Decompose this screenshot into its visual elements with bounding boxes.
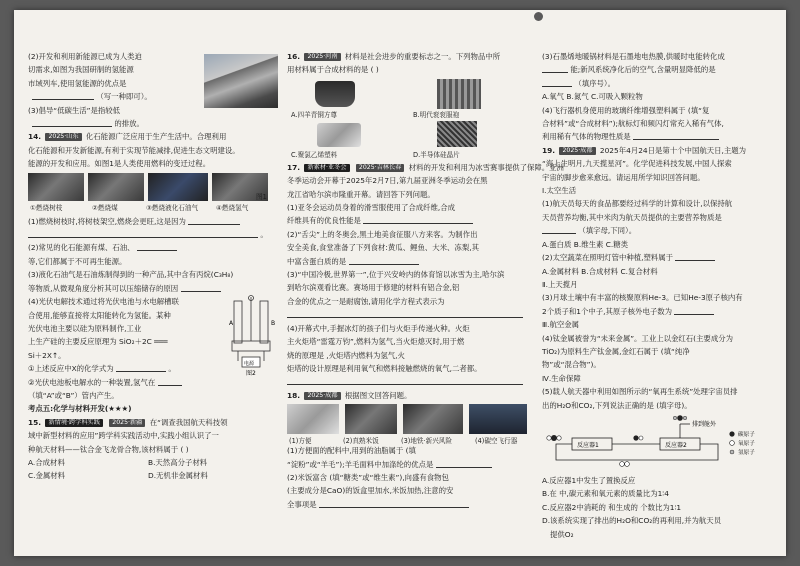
q18b-options: A.氧气 B.氮气 C.可吸入颗粒物 <box>542 92 643 102</box>
q17-line: (4)开幕式中,手握冰灯的孩子们与火炬手传递火种。火炬 <box>287 323 470 333</box>
figure-label: 图2 <box>246 370 256 378</box>
q19-line: (5)载人航天器中利用如图所示的“氧再生系统”处理字宙员排 <box>542 387 738 397</box>
q19-line: 出的H₂O和CO₂,下列说法正确的是 (填字母)。 <box>542 400 692 410</box>
q18-caption: (4)碳空飞行器 <box>475 437 518 446</box>
q18b-line: (3)石墨烯地暖锅材料是石墨地电热膜,供暖时电能转化成 <box>542 52 725 61</box>
answer-blank[interactable] <box>137 241 177 251</box>
source-tag: 2025·河南 <box>304 53 340 61</box>
q19-line: (1)航天员每天的食品都要经过科学的计算和设计,以保持航 <box>542 199 733 209</box>
q14-body: 等物质,从微观角度分析其可以压缩储存的原因 <box>28 283 179 293</box>
q18b-line: （填序号）。 <box>574 78 616 88</box>
q17-line: 龙江省哈尔滨市隆重开幕。请回答下列问题。 <box>287 189 435 199</box>
reactor-2-label: 反应器2 <box>665 441 687 449</box>
q14-body: ①上述反应中X的化学式为 <box>28 364 114 374</box>
q19-line: 宇宙的脚步愈来愈远。请运用所学知识回答问题。 <box>542 172 705 182</box>
figure-label: 图1 <box>256 192 267 201</box>
silicon-wafer-image <box>437 121 477 147</box>
q13-line: （写一种即可）。 <box>96 92 152 102</box>
column-left <box>28 50 278 483</box>
q17-line: 炬塔的设计原理是利用氧气和燃料接触燃烧的氧气,二者都。 <box>287 363 482 373</box>
graphene-heating-image <box>403 404 463 434</box>
answer-blank[interactable] <box>542 63 568 73</box>
q14-body: (1)燃烧树枝时,将树枝架空,燃烧会更旺,这是因为 <box>28 216 186 226</box>
instant-noodle-label-image <box>287 404 339 434</box>
q19-line: 天员营养均衡,其中米肉为航天员提供的主要营养物质是 <box>542 212 722 222</box>
fig1-caption: ③燃烧液化石油气 <box>146 203 199 212</box>
option-d[interactable]: D.半导体硅晶片 <box>413 150 460 159</box>
answer-blank[interactable] <box>436 458 492 468</box>
answer-blank[interactable] <box>32 117 112 127</box>
q19-line: （填字母,下同）。 <box>578 226 637 236</box>
q18b-line: 合材料”或“合成材料”);航标灯和频闪灯常充入稀有气体, <box>542 119 724 129</box>
source-tag: 2025·山东 <box>45 133 81 141</box>
q19-line: 2025年4月24日是第十个中国航天日,主题为 <box>599 145 747 155</box>
q16-line: 用材料属于合成材料的是 ( ) <box>287 65 379 75</box>
q18b-line: 利用稀有气体的物理性质是 <box>542 132 631 142</box>
question-number: 19. <box>542 145 556 155</box>
q19-options: A.蛋白质 B.维生素 C.糖类 <box>542 239 629 249</box>
tube-a-label: A <box>229 320 234 328</box>
q13-line: 切需求,如图为我国研制的氢能源 <box>28 65 134 75</box>
answer-blank[interactable] <box>188 215 240 225</box>
fig1-caption: ④燃烧氢气 <box>216 203 249 212</box>
fig1-caption: ①燃烧树枝 <box>30 203 63 212</box>
robe-image <box>437 79 481 109</box>
answer-blank[interactable] <box>349 255 419 265</box>
oxygen-regeneration-diagram <box>542 412 780 474</box>
option-c[interactable]: C.金属材料 <box>28 471 66 481</box>
answer-blank[interactable] <box>675 251 715 261</box>
q19-section: Ⅳ.生命保障 <box>542 373 581 383</box>
q15-line: 种航天材料——钛合金飞龙骨合物,该材料属于 ( ) <box>28 444 189 454</box>
option-d-continued: 提供O₂ <box>550 529 574 539</box>
question-number: 16. <box>287 52 301 61</box>
option-b[interactable]: B.天然高分子材料 <box>148 457 208 467</box>
q18-line: 全事项是 <box>287 499 317 509</box>
q17-line: 冬季运动会开幕于2025年2月7日,第九届亚洲冬季运动会在黑 <box>287 176 488 186</box>
question-number: 14. <box>28 132 42 142</box>
q14-line: 能源的开发和应用。如图1是人类使用燃料的变迁过程。 <box>28 159 211 169</box>
q18-line: (1)方便面的配料中,用到的油脂属于 (填 <box>287 446 416 456</box>
category-tag: 新素材·亚冬会 <box>304 164 349 172</box>
q16-options-figure <box>287 77 532 161</box>
q18-line: (主要成分是CaO)的饭盒里加水,米饭加热,注意的安 <box>287 486 454 496</box>
q14-body: 。 <box>168 364 176 374</box>
q17-line: (2)“舌尖”上的冬奥会,黑土地美食征服八方来客。为制作出 <box>287 229 478 239</box>
hydrogen-train-image <box>204 54 278 108</box>
legend-oxygen: 氧原子 <box>738 440 755 447</box>
q19-section: Ⅱ.上天揽月 <box>542 279 578 289</box>
question-number: 18. <box>287 390 301 400</box>
exhaust-label: 排到舱外 <box>692 420 717 428</box>
q17-line: 烧的原理是 ,火炬塔内燃料为氢气,火 <box>287 350 405 360</box>
self-heating-rice-image <box>345 404 397 434</box>
answer-blank[interactable] <box>319 498 469 508</box>
q17-line: (1)亚冬会运动员身着的滑雪服使用了合成纤维,合成 <box>287 203 456 213</box>
q18-line: “淀粉”或“羊毛”);羊毛面料中加涤纶的优点是 <box>287 459 434 469</box>
q18-figure-strip <box>287 402 532 444</box>
q17-line: 主火炬塔“雷霆万钧”,燃料为氢气,当火炬熄灭时,用于燃 <box>287 337 465 347</box>
q17-line: (3)“中国冷极,世界第一”,位于兴安岭内的体育馆以冰雪为主,哈尔滨 <box>287 270 505 280</box>
q16-line: 材料是社会进步的重要标志之一。下列物品中所 <box>344 52 501 61</box>
option-a[interactable]: A.四羊青铜方尊 <box>291 110 338 119</box>
q19-section: Ⅲ.航空金属 <box>542 320 580 330</box>
q14-body: 。 <box>260 230 268 240</box>
option-c[interactable]: C.聚氯乙烯塑料 <box>291 150 338 159</box>
figure-1 <box>28 171 278 215</box>
q19-line: (4)钛金属被誉为“未来金属”。工业上以金红石(主要成分为 <box>542 333 733 343</box>
q19-line: 物”或“混合物”)。 <box>542 360 601 370</box>
q18-caption: (3)地铁·新兴风险 <box>401 437 452 446</box>
source-tag: 2025·成都 <box>559 147 595 155</box>
q19-options: A.金属材料 B.合成材料 C.复合材料 <box>542 266 658 276</box>
q18-caption: (1)方便 <box>289 437 312 446</box>
category-tag: 新情境·跨学科实践 <box>45 419 102 427</box>
q19-line: (2)太空蔬菜在照明灯管中种植,塑料属于 <box>542 253 674 263</box>
q14-line: 化石能源和开发新能源,有利于实现节能减排,促进生态文明建设。 <box>28 145 240 155</box>
q14-body: (4)光伏电解技术通过将光伏电池与水电解槽联 <box>28 297 179 307</box>
exam-page <box>14 10 786 556</box>
q15-line: 在“调查我国航天科技领 <box>149 417 228 427</box>
answer-blank[interactable] <box>542 77 572 87</box>
answer-blank[interactable] <box>633 130 719 140</box>
q18b-line: (4)飞行器机身使用的玻璃纤维增强塑料属于 (填“复 <box>542 105 710 115</box>
q18-line: (2)米饭富含 (填“糖类”或“维生素”),向盛有食物包 <box>287 472 449 482</box>
q17-line: 中富含蛋白质的是 <box>287 256 347 266</box>
q13-line: 的排放。 <box>114 119 144 129</box>
q17-line: 材料的开发和利用为冰雪赛事提供了保障。亚洲 <box>408 162 564 172</box>
option-b[interactable]: B.明代衮衮服袍 <box>413 110 460 119</box>
answer-blank[interactable] <box>158 376 182 386</box>
gas-stove-image <box>148 173 208 201</box>
answer-blank[interactable] <box>287 308 523 318</box>
q14-body: ②光伏电池板电解水的一种装置,氢气在 <box>28 377 156 387</box>
bronze-vessel-image <box>315 81 355 107</box>
section-title: 考点五:化学与材料开发(★★★) <box>28 404 132 414</box>
q14-body: Si＋2X↑。 <box>28 350 66 360</box>
answer-blank[interactable] <box>542 224 576 234</box>
aircraft-image <box>469 404 527 434</box>
q14-body: (3)液化石油气是石油炼制得到的一种产品,其中含有丙烷(C₃H₈) <box>28 270 234 280</box>
fire-branch-image <box>28 173 84 201</box>
column-right <box>542 50 780 541</box>
option-d[interactable]: D.无机非金属材料 <box>148 471 208 481</box>
q13-line: 市域列车,使用氢能源的优点是 <box>28 78 127 88</box>
q19-line: “海上生明月,九天揽星河”。化学促进科技发展,中国人探索 <box>542 159 732 169</box>
answer-blank[interactable] <box>363 214 473 224</box>
molecule-icons <box>547 415 687 466</box>
answer-blank[interactable] <box>674 305 714 315</box>
q17-line: 纤维具有的优良性能是 <box>287 216 361 226</box>
q14-body: 上生产硅的主要反应原理为 SiO₂＋2C ═══ <box>28 337 168 347</box>
q17-line: 安全美食,食堂准备了下列食材:黄瓜、鲤鱼、大米、冻梨,其 <box>287 243 479 253</box>
q18-caption: (2)真熟米饭 <box>343 437 379 446</box>
pvc-pipe-image <box>317 123 361 147</box>
reactor-1-label: 反应器1 <box>577 441 599 449</box>
answer-blank[interactable] <box>181 282 221 292</box>
q19-line: TiO₂)为原料生产钛金属,金红石属于 (填“纯净 <box>542 346 690 356</box>
question-number: 15. <box>28 417 42 427</box>
option-c[interactable]: C.反应器2中消耗的 和生成的 个数比为1∶1 <box>542 502 682 512</box>
diagram-legend <box>729 430 755 456</box>
question-number: 17. <box>287 162 301 172</box>
option-b[interactable]: B.在 中,碳元素和氧元素的质量比为1∶4 <box>542 489 669 499</box>
electrolysis-apparatus-diagram <box>228 295 278 377</box>
answer-blank[interactable] <box>28 228 258 238</box>
q14-body: 光伏电池主要以硅为原料制作,工业 <box>28 323 142 333</box>
option-a[interactable]: A.合成材料 <box>28 457 65 467</box>
q14-line: 化石能源广泛应用于生产生活中。合理利用 <box>85 132 227 142</box>
q14-body: （填“A”或“B”）管内产生。 <box>28 390 119 400</box>
q19-line: 2个质子和1个中子,其原子核外电子数为 <box>542 306 673 316</box>
source-tag: 2025·成都 <box>304 392 340 400</box>
q14-body: 合使用,能够直接将太阳能转化为氢能。某种 <box>28 310 171 320</box>
q14-body: (2)常见的化石能源有煤、石油、 <box>28 243 135 253</box>
source-tag: 2025·新疆 <box>109 419 145 427</box>
source-tag: 2025·吉林长春 <box>356 164 404 172</box>
answer-blank[interactable] <box>116 362 166 372</box>
option-a[interactable]: A.反应器1中发生了置换反应 <box>542 475 636 485</box>
answer-blank[interactable] <box>32 90 94 100</box>
tube-b-label: B <box>271 320 276 328</box>
q19-line: (3)月球土壤中有丰富的核聚原料He-3。已知He-3原子核内有 <box>542 293 743 303</box>
q14-body: 等,它们都属于不可再生能源。 <box>28 256 127 266</box>
legend-carbon: 碳原子 <box>738 431 755 438</box>
q18-intro: 根据图文回答问题。 <box>344 390 412 400</box>
fig1-caption: ②燃烧煤 <box>92 203 118 212</box>
power-source-label: 电源 <box>244 361 255 368</box>
legend-hydrogen: 氢原子 <box>738 449 755 456</box>
q19-line: Ⅰ.太空生活 <box>542 186 577 196</box>
q17-line: 到哈尔滨观看比赛。赛场用于修建的材料有铝合金,铝 <box>287 283 460 293</box>
q15-line: 域中新型材料的应用”跨学科实践活动中,实践小组认识了一 <box>28 431 219 441</box>
q13-line: (3)倡导“低碳生活”是指较低 <box>28 105 121 115</box>
answer-blank[interactable] <box>287 375 523 385</box>
option-d[interactable]: D.该系统实现了排出的H₂O和CO₂的再利用,并为航天员 <box>542 516 722 526</box>
q18b-line: 能;新风系统净化后的空气,含量明显降低的是 <box>570 65 716 75</box>
q17-line: 合金的优点之一是耐腐蚀,请用化学方程式表示为 <box>287 296 445 306</box>
q13-line: (2)开发和利用新能源已成为人类迫 <box>28 52 142 61</box>
coal-fire-image <box>88 173 144 201</box>
